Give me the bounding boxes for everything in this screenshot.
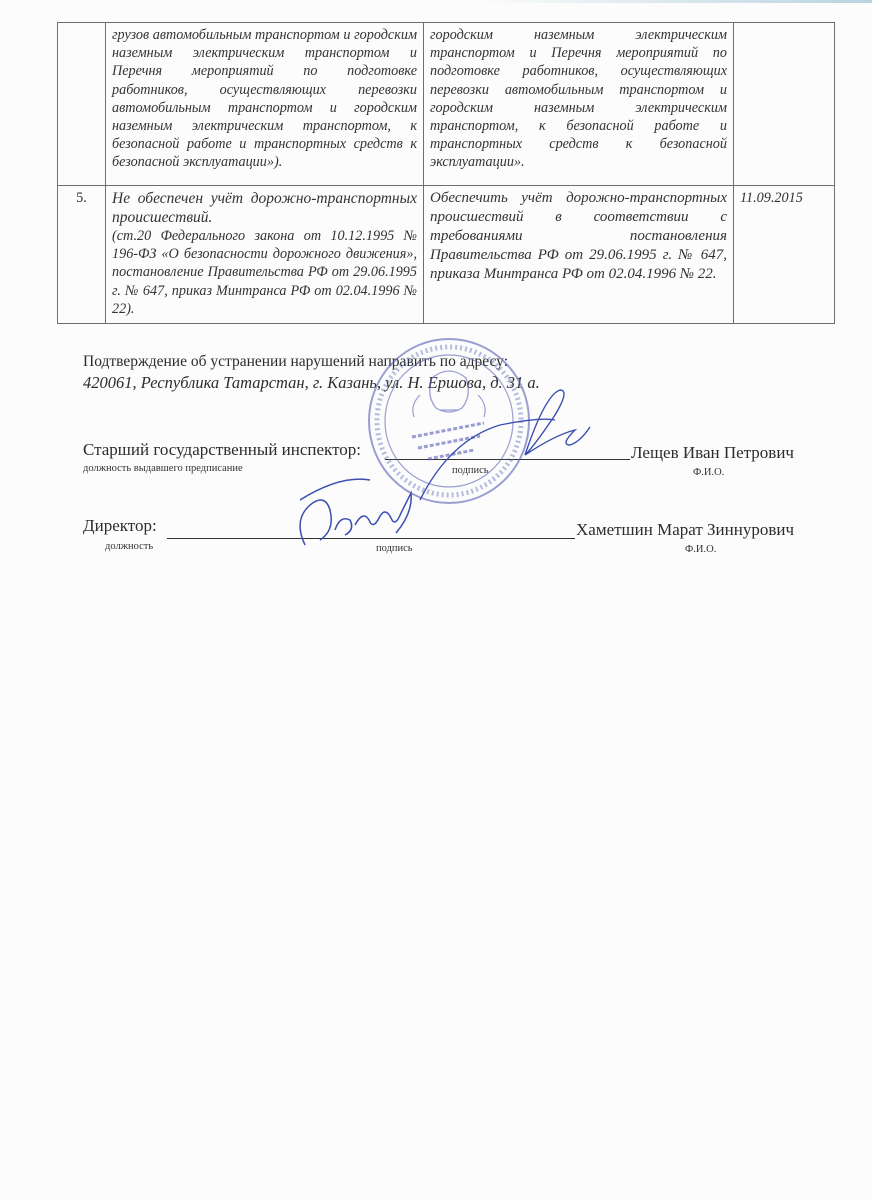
- violation-title: Не обеспечен учёт дорожно-транспортных происшествий.: [112, 190, 417, 226]
- inspector-signature-caption: подпись: [452, 465, 489, 476]
- inspector-position: Старший государственный инспектор:: [83, 440, 362, 459]
- inspector-signature-line: [385, 459, 630, 460]
- table-row: [58, 186, 835, 324]
- director-name-caption: Ф.И.О.: [685, 544, 717, 555]
- director-name: Хаметшин Марат Зиннурович: [576, 520, 795, 539]
- scan-edge: [480, 0, 872, 3]
- deadline: [734, 23, 835, 186]
- confirmation-address: 420061, Республика Татарстан, г. Казань, ул. Н. Ершова, д. 31 а.: [83, 373, 540, 392]
- inspector-position-caption: должность выдавшего предписание: [83, 463, 243, 474]
- deadline: 11.09.2015: [734, 186, 835, 324]
- row-number: [58, 23, 106, 186]
- inspector-signature: [420, 390, 590, 500]
- inspector-name: Лещев Иван Петрович: [631, 443, 794, 462]
- director-signature-line: [167, 538, 575, 539]
- violations-table: [57, 22, 835, 324]
- measure-text: Обеспечить учёт дорожно-транспортных происшествий в соответствии с требованиями постановления Правительства РФ от 29.06.1995 г. № 647, приказа Минтранса РФ от 02.04.1996 № 22.: [424, 186, 734, 324]
- director-position: Директор:: [83, 516, 157, 535]
- violation-text: грузов автомобильным транспортом и городским наземным электрическим транспортом и Перечня мероприятий по подготовке работников, осуществляющих перевозки автомобильным транспортом и городским наземным электрическим транспортом, к безопасной работе и транспортных средств к безопасной эксплуатации»).: [106, 23, 424, 186]
- table-row: [58, 23, 835, 186]
- director-signature-caption: подпись: [376, 543, 413, 554]
- director-signature: [300, 479, 411, 545]
- violation-cell: [106, 186, 424, 324]
- confirmation-label: Подтверждение об устранении нарушений направить по адресу:: [83, 353, 509, 370]
- inspector-name-caption: Ф.И.О.: [693, 467, 725, 478]
- row-number: 5.: [58, 186, 106, 324]
- measure-text: городским наземным электрическим транспортом и Перечня мероприятий по подготовке работников, осуществляющих перевозки автомобильным транспортом и городским наземным электрическим транспортом, к безопасной работе и транспортных средств к безопасной эксплуатации».: [424, 23, 734, 186]
- violation-text: (ст.20 Федерального закона от 10.12.1995 № 196-ФЗ «О безопасности дорожного движения», постановление Правительства РФ от 29.06.1995 г. № 647, приказ Минтранса РФ от 02.04.1996 № 22).: [112, 228, 417, 317]
- director-position-caption: должность: [105, 541, 154, 552]
